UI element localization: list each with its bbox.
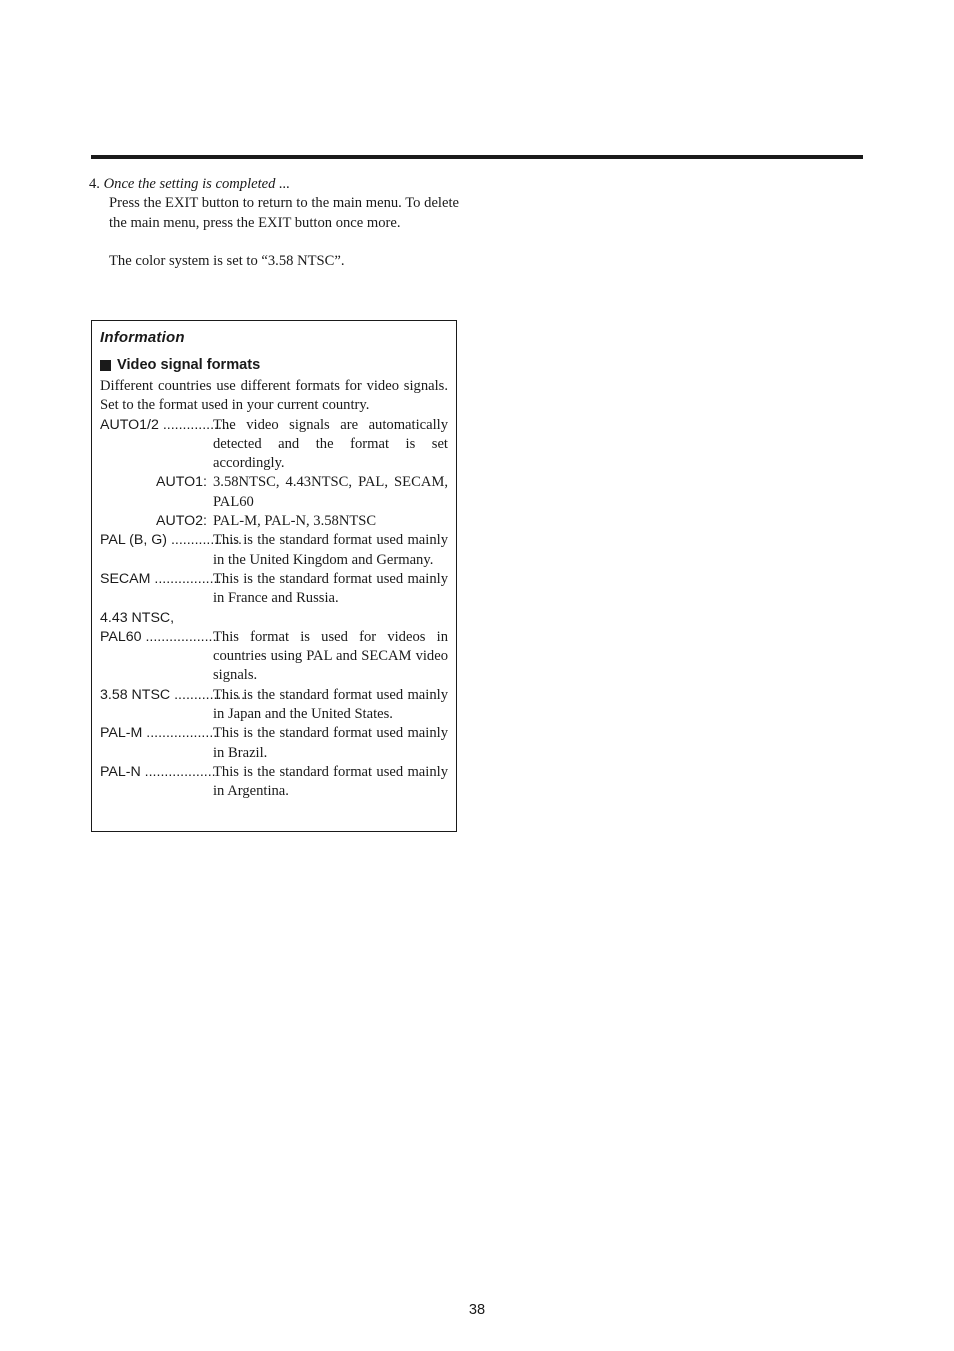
format-row-pal-n xyxy=(100,763,448,802)
format-term: AUTO2: xyxy=(156,513,207,530)
step-heading-text: Once the setting is completed ... xyxy=(103,176,291,192)
section-heading-text: Video signal formats xyxy=(117,357,261,373)
format-term: PAL (B, G) .................. xyxy=(100,532,242,549)
step-body: Press the EXIT button to return to the main menu. To delete the main menu, press the EXIT button once more. xyxy=(109,195,459,231)
format-row-secam xyxy=(100,570,448,609)
format-desc xyxy=(213,609,448,628)
header-rule xyxy=(91,155,863,159)
format-desc: PAL-M, PAL-N, 3.58NTSC xyxy=(213,513,377,530)
format-term: PAL-N .................. xyxy=(100,763,216,780)
format-desc: This format is used for videos in countries using PAL and SECAM video signals. xyxy=(213,628,448,684)
format-term: PAL60 .................. xyxy=(100,628,217,645)
section-heading xyxy=(100,357,448,373)
format-term: 4.43 NTSC, xyxy=(100,609,175,626)
format-term: AUTO1: xyxy=(156,474,207,491)
format-desc: 3.58NTSC, 4.43NTSC, PAL, SECAM, PAL60 xyxy=(213,474,448,510)
step-number: 4. xyxy=(89,176,100,192)
format-row-auto1 xyxy=(100,473,448,512)
format-term: PAL-M .................. xyxy=(100,725,218,742)
format-term: AUTO1/2 .................. xyxy=(100,416,234,433)
format-row-pal-m xyxy=(100,724,448,763)
format-term: SECAM .................. xyxy=(100,570,226,587)
step-note: The color system is set to “3.58 NTSC”. xyxy=(109,252,345,269)
step-4 xyxy=(89,175,459,271)
format-row-pal60 xyxy=(100,628,448,686)
information-title: Information xyxy=(100,329,185,346)
format-term: 3.58 NTSC .................. xyxy=(100,686,246,703)
format-row-auto2 xyxy=(100,512,448,531)
square-bullet-icon xyxy=(100,360,111,371)
format-desc: This is the standard format used mainly in France and Russia. xyxy=(213,570,448,607)
format-desc: This is the standard format used mainly in Argentina. xyxy=(213,763,448,800)
format-desc: This is the standard format used mainly in Japan and the United States. xyxy=(213,686,448,723)
format-row-auto12 xyxy=(100,416,448,474)
format-desc: This is the standard format used mainly in the United Kingdom and Germany. xyxy=(213,532,448,568)
step-heading xyxy=(89,175,459,194)
information-box xyxy=(91,320,457,832)
section-intro: Different countries use different formats for video signals. Set to the format used in your current country. xyxy=(100,378,448,414)
format-row-443ntsc xyxy=(100,609,448,628)
format-desc: This is the standard format used mainly in Brazil. xyxy=(213,725,448,761)
page-number: 38 xyxy=(468,1302,486,1318)
format-row-358ntsc xyxy=(100,686,448,725)
format-desc: The video signals are automatically detected and the format is set accordingly. xyxy=(213,416,448,472)
format-row-pal-bg xyxy=(100,531,448,570)
